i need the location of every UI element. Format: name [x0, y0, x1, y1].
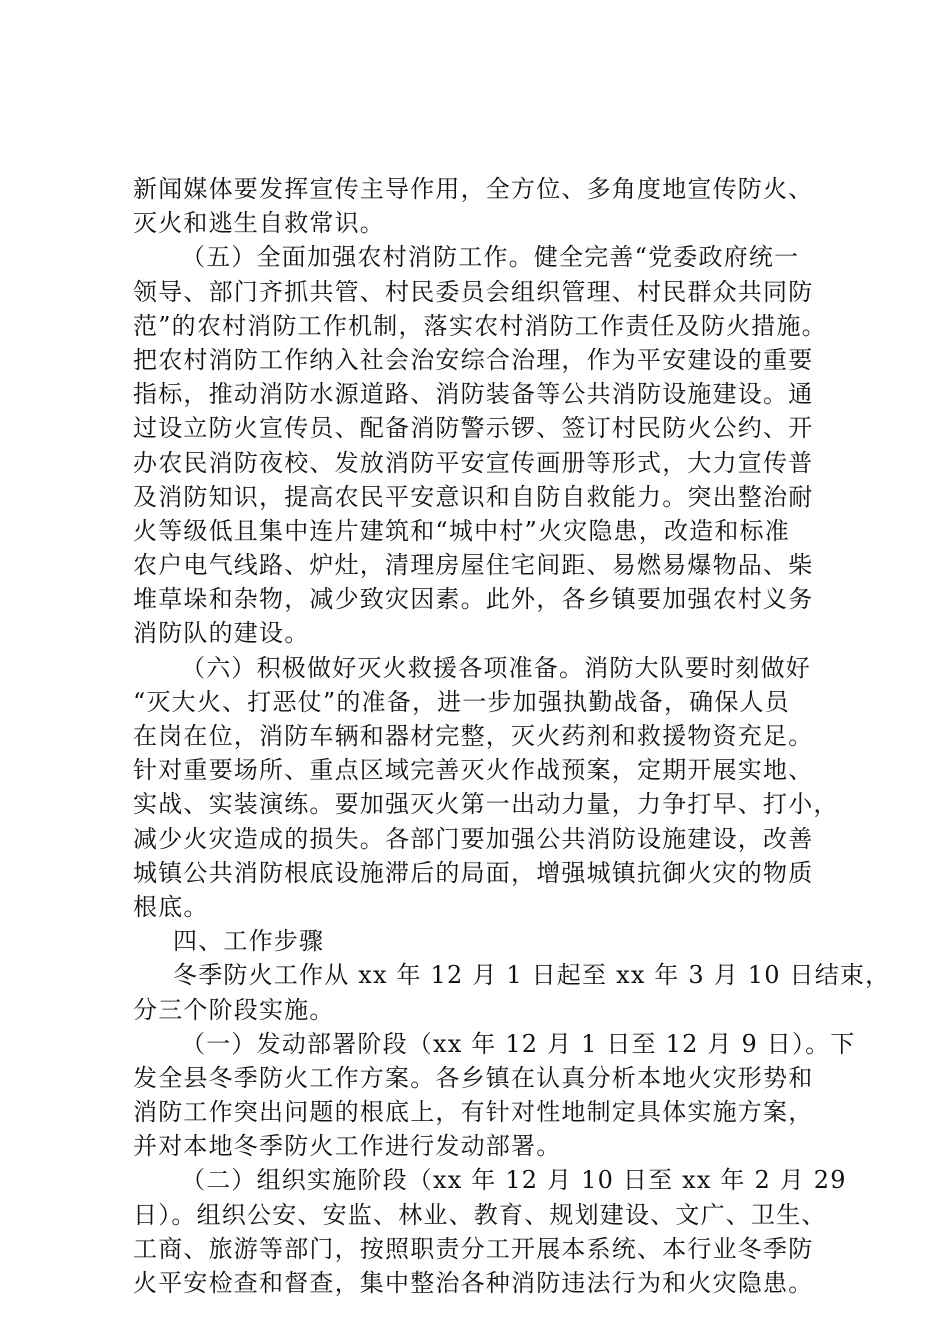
text-line: 农户电气线路、炉灶，清理房屋住宅间距、易燃易爆物品、柴: [133, 551, 814, 580]
text-line: “灭大火、打恶仗”的准备，进一步加强执勤战备，确保人员: [133, 687, 790, 716]
text-line: 堆草垛和杂物，减少致灾因素。此外，各乡镇要加强农村义务: [133, 585, 814, 614]
text-line: 火平安检查和督查，集中整治各种消防违法行为和火灾隐患。: [133, 1269, 814, 1297]
text-line: 指标，推动消防水源道路、消防装备等公共消防设施建设。通: [133, 380, 814, 409]
text-line: 把农村消防工作纳入社会治安综合治理，作为平安建设的重要: [133, 345, 814, 374]
text-line: 新闻媒体要发挥宣传主导作用，全方位、多角度地宣传防火、: [133, 175, 814, 203]
text-line: 在岗在位，消防车辆和器材完整，灭火药剂和救援物资充足。: [133, 722, 814, 750]
phase-heading-1: （一）发动部署阶段（xx 年 12 月 1 日至 12 月 9 日）。下: [181, 1029, 856, 1058]
text-line: 分三个阶段实施。: [133, 995, 335, 1024]
text-line: 范”的农村消防工作机制，落实农村消防工作责任及防火措施。: [133, 311, 827, 340]
document-body: [133, 172, 891, 1300]
text-line: 冬季防火工作从 xx 年 12 月 1 日起至 xx 年 3 月 10 日结束，: [173, 961, 891, 990]
text-line: 发全县冬季防火工作方案。各乡镇在认真分析本地火灾形势和: [133, 1063, 814, 1092]
text-line: 实战、实装演练。要加强灭火第一出动力量，力争打早、打小，: [133, 790, 839, 819]
text-line: 办农民消防夜校、发放消防平安宣传画册等形式，大力宣传普: [133, 448, 814, 477]
text-line: 领导、部门齐抓共管、村民委员会组织管理、村民群众共同防: [133, 277, 814, 306]
text-line: 减少火灾造成的损失。各部门要加强公共消防设施建设，改善: [133, 824, 814, 853]
text-line: 工商、旅游等部门，按照职责分工开展本系统、本行业冬季防: [133, 1234, 814, 1263]
text-line: 城镇公共消防根底设施滞后的局面，增强城镇抗御火灾的物质: [133, 858, 814, 887]
text-line: 及消防知识，提高农民平安意识和自防自救能力。突出整治耐: [133, 482, 814, 511]
phase-heading-2: （二）组织实施阶段（xx 年 12 月 10 日至 xx 年 2 月 29: [181, 1166, 847, 1195]
text-line: 消防队的建设。: [133, 619, 310, 648]
section-heading-6: （六）积极做好灭火救援各项准备。消防大队要时刻做好: [181, 653, 811, 682]
text-line: 消防工作突出问题的根底上，有针对性地制定具体实施方案，: [133, 1098, 814, 1127]
section-heading-work-steps: 四、工作步骤: [173, 927, 325, 956]
text-line: 火等级低且集中连片建筑和“城中村”火灾隐患，改造和标准: [133, 516, 790, 545]
section-heading-5: （五）全面加强农村消防工作。健全完善“党委政府统一: [181, 243, 800, 272]
text-line: 针对重要场所、重点区域完善灭火作战预案，定期开展实地、: [133, 756, 814, 785]
text-line: 日）。组织公安、安监、林业、教育、规划建设、文广、卫生、: [133, 1200, 827, 1229]
text-line: 根底。: [133, 892, 209, 921]
text-line: 并对本地冬季防火工作进行发动部署。: [133, 1132, 562, 1161]
text-line: 灭火和逃生自救常识。: [133, 209, 385, 238]
text-line: 过设立防火宣传员、配备消防警示锣、签订村民防火公约、开: [133, 414, 814, 443]
